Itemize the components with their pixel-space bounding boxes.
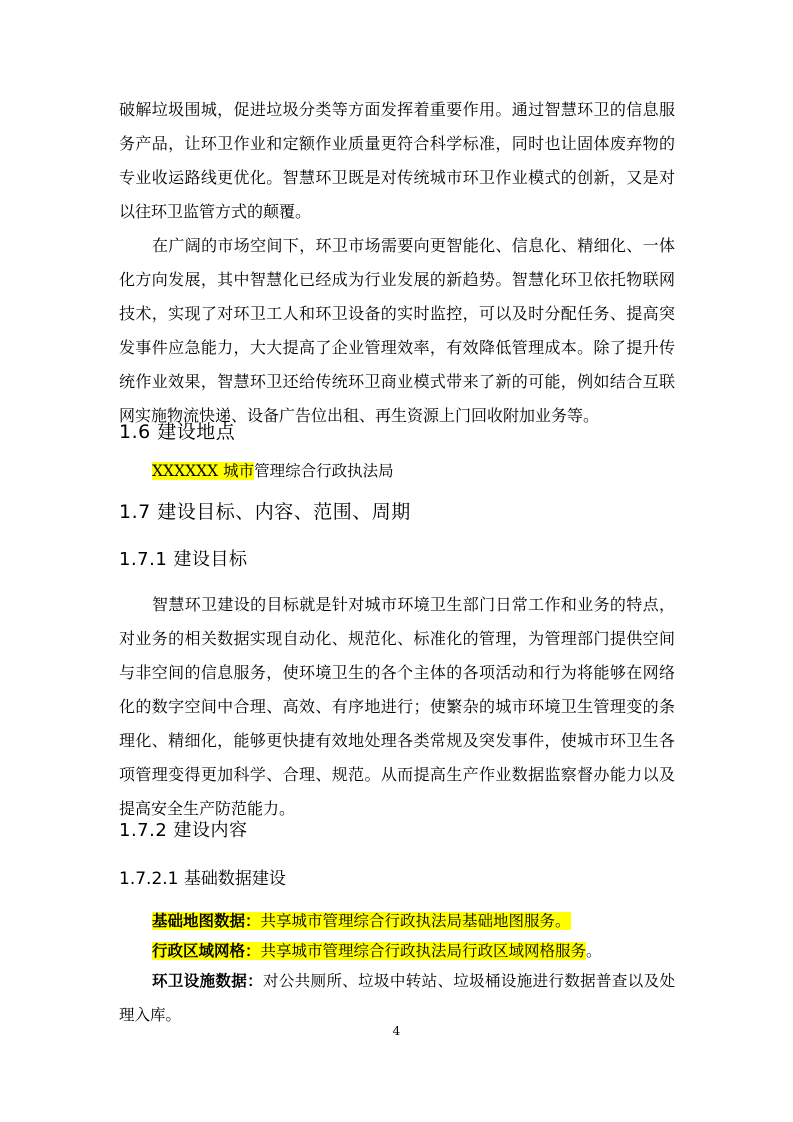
item-base-map-label: 基础地图数据： [152, 912, 261, 930]
item-base-map [152, 909, 571, 931]
paragraph-market: 在广阔的市场空间下，环卫市场需要向更智能化、信息化、精细化、一体化方向发展，其中智慧化已经成为行业发展的新趋势。智慧化环卫依托物联网技术，实现了对环卫工人和环卫设备的实时监控，可以及时分配任务、提高突发事件应急能力，大大提高了企业管理效率，有效降低管理成本。除了提升传统作业效果，智慧环卫还给传统环卫商业模式带来了新的可能，例如结合互联网实施物流快递、设备广告位出租、再生资源上门回收附加业务等。 [119, 236, 675, 425]
item-facility [119, 964, 675, 1032]
location-line [152, 459, 394, 481]
heading-1-7-1: 1.7.1 建设目标 [119, 549, 248, 570]
item-facility-text: 对公共厕所、垃圾中转站、垃圾桶设施进行数据普查以及处理入库。 [119, 972, 675, 1024]
heading-1-7-2-1: 1.7.2.1 基础数据建设 [119, 869, 286, 889]
item-base-map-text: 共享城市管理综合行政执法局基础地图服务。 [260, 912, 571, 930]
item-admin-grid-label: 行政区域网格： [152, 942, 261, 960]
location-placeholder: XXXXXX 城市 [152, 462, 255, 480]
paragraph-intro: 破解垃圾围城，促进垃圾分类等方面发挥着重要作用。通过智慧环卫的信息服务产品，让环卫作业和定额作业质量更符合科学标准，同时也让固体废弃物的专业收运路线更优化。智慧环卫既是对传统城市环卫作业模式的创新，又是对以往环卫监管方式的颠覆。 [119, 100, 675, 221]
item-admin-grid-text: 共享城市管理综合行政执法局行政区域网格服务 [260, 942, 587, 960]
item-facility-label: 环卫设施数据： [152, 972, 264, 990]
item-admin-grid [152, 939, 602, 961]
heading-1-7-2: 1.7.2 建设内容 [119, 820, 248, 841]
heading-1-6: 1.6 建设地点 [119, 421, 236, 443]
item-admin-grid-end: 。 [586, 942, 602, 960]
page-number: 4 [392, 1024, 401, 1038]
location-rest: 管理综合行政执法局 [254, 462, 394, 480]
paragraph-goal: 智慧环卫建设的目标就是针对城市环境卫生部门日常工作和业务的特点，对业务的相关数据实现自动化、规范化、标准化的管理，为管理部门提供空间与非空间的信息服务，使环境卫生的各个主体的各项活动和行为将能够在网络化的数字空间中合理、高效、有序地进行；使繁杂的城市环境卫生管理变的条理化、精细化，能够更快捷有效地处理各类常规及突发事件，使城市环卫生各项管理变得更加科学、合理、规范。从而提高生产作业数据监察督办能力以及提高安全生产防范能力。 [119, 595, 675, 818]
heading-1-7: 1.7 建设目标、内容、范围、周期 [119, 501, 411, 523]
